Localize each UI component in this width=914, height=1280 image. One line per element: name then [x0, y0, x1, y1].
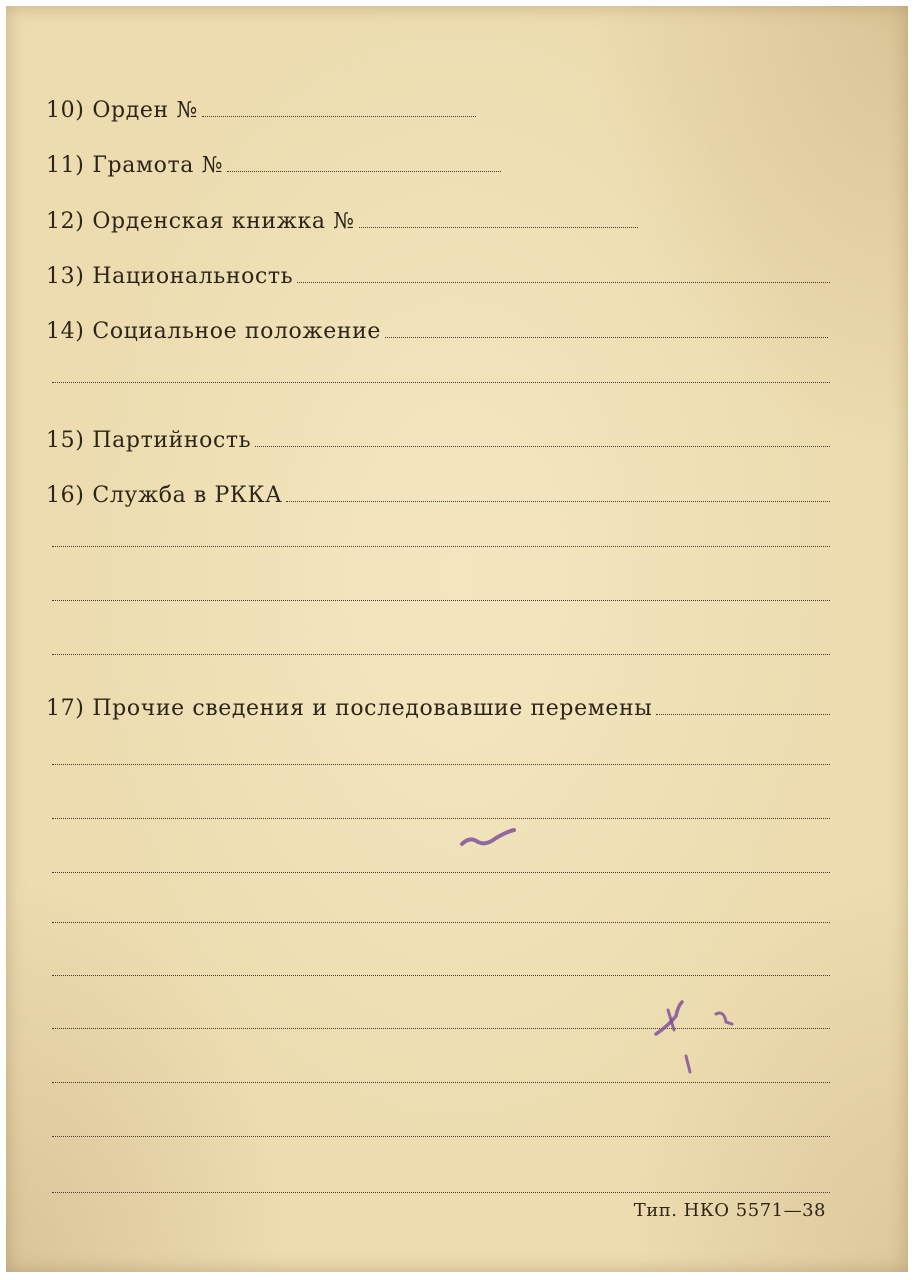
field-other-info	[46, 696, 830, 721]
field-label: Орден №	[92, 98, 198, 123]
field-number: 10)	[46, 98, 85, 123]
field-label: Прочие сведения и последовавшие перемены	[92, 696, 653, 721]
field-certificate-number	[46, 153, 501, 178]
fill-line[interactable]	[227, 170, 501, 172]
blank-line[interactable]	[52, 654, 830, 655]
blank-line[interactable]	[52, 922, 830, 923]
field-social-status	[46, 319, 828, 344]
fill-line[interactable]	[359, 226, 638, 228]
fill-line[interactable]	[255, 445, 830, 447]
field-number: 16)	[46, 483, 85, 508]
field-order-number	[46, 98, 476, 123]
print-code: Тип. НКО 5571—38	[633, 1200, 826, 1221]
form-page	[6, 6, 908, 1272]
field-number: 14)	[46, 319, 85, 344]
blank-line[interactable]	[52, 600, 830, 601]
blank-line[interactable]	[52, 1192, 830, 1193]
blank-line[interactable]	[52, 382, 830, 383]
field-number: 12)	[46, 209, 85, 234]
field-order-book-number	[46, 209, 638, 234]
blank-line[interactable]	[52, 1082, 830, 1083]
blank-line[interactable]	[52, 975, 830, 976]
field-nationality	[46, 264, 830, 289]
blank-line[interactable]	[52, 872, 830, 873]
blank-line[interactable]	[52, 818, 830, 819]
fill-line[interactable]	[297, 281, 830, 283]
fill-line[interactable]	[286, 500, 830, 502]
field-label: Партийность	[92, 428, 252, 453]
fill-line[interactable]	[385, 336, 828, 338]
field-label: Национальность	[92, 264, 294, 289]
blank-line[interactable]	[52, 546, 830, 547]
ink-mark	[456, 824, 526, 854]
ink-mark	[646, 996, 756, 1076]
field-number: 11)	[46, 153, 85, 178]
fill-line[interactable]	[202, 115, 476, 117]
field-party-membership	[46, 428, 830, 453]
field-number: 15)	[46, 428, 85, 453]
field-label: Грамота №	[92, 153, 224, 178]
field-number: 13)	[46, 264, 85, 289]
blank-line[interactable]	[52, 1136, 830, 1137]
field-label: Орденская книжка №	[92, 209, 355, 234]
fill-line[interactable]	[656, 713, 830, 715]
field-label: Социальное положение	[92, 319, 382, 344]
blank-line[interactable]	[52, 764, 830, 765]
field-rkka-service	[46, 483, 830, 508]
field-number: 17)	[46, 696, 85, 721]
field-label: Служба в РККА	[92, 483, 283, 508]
blank-line[interactable]	[52, 1028, 830, 1029]
